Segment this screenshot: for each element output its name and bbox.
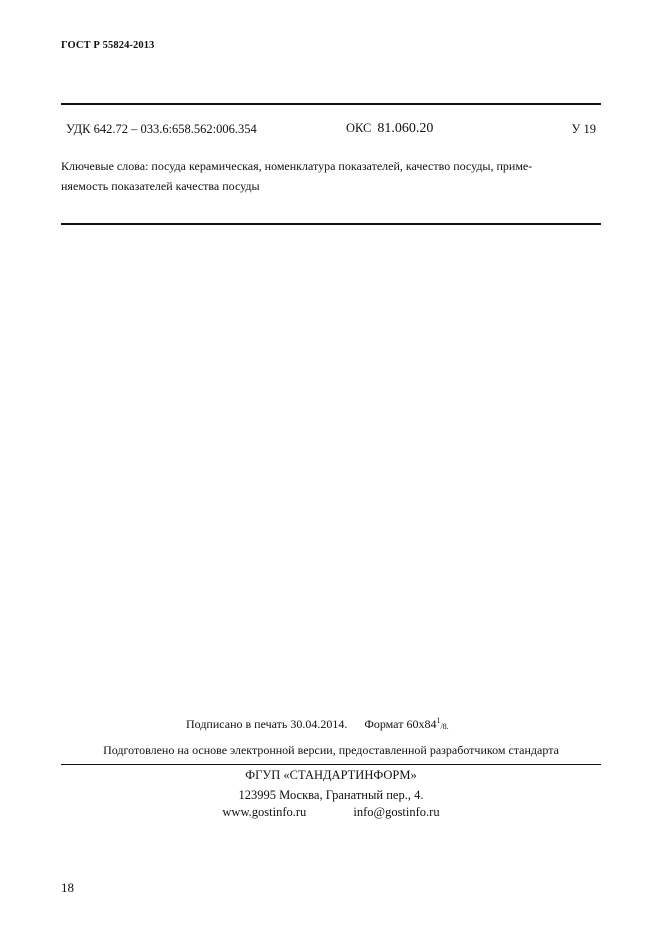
publisher-name: ФГУП «СТАНДАРТИНФОРМ» — [245, 768, 417, 782]
oks-value: 81.060.20 — [377, 121, 434, 136]
format-numerator: 1 — [436, 716, 441, 725]
keywords-line-1: Ключевые слова: посуда керамическая, номенклатура показателей, качество посуды, приме- — [61, 159, 533, 173]
classification-code: У 19 — [571, 122, 596, 136]
standard-code: ГОСТ Р 55824-2013 — [61, 40, 155, 51]
udk-code: УДК 642.72 – 033.6:658.562:006.354 — [66, 122, 257, 136]
signed-date: Подписано в печать 30.04.2014. — [186, 717, 348, 731]
publisher-address: 123995 Москва, Гранатный пер., 4. — [238, 788, 424, 802]
signed-row — [186, 716, 449, 732]
oks-label: ОКС — [346, 121, 372, 135]
prepared-note: Подготовлено на основе электронной версии, предоставленной разработчиком стандарта — [103, 743, 559, 757]
format-label: Формат 60х84 — [364, 717, 437, 731]
page-number: 18 — [61, 880, 74, 895]
oks-code — [346, 121, 433, 137]
paper-format — [364, 717, 448, 731]
publisher-contacts — [61, 805, 601, 820]
classification-row — [66, 121, 596, 137]
middle-divider — [61, 223, 601, 225]
keywords-block — [61, 156, 595, 196]
website-link[interactable]: www.gostinfo.ru — [222, 805, 307, 819]
top-divider — [61, 103, 601, 105]
format-denominator: /8. — [440, 722, 449, 731]
email-link[interactable]: info@gostinfo.ru — [353, 805, 440, 819]
keywords-line-2: няемость показателей качества посуды — [61, 179, 260, 193]
bottom-divider — [61, 764, 601, 765]
